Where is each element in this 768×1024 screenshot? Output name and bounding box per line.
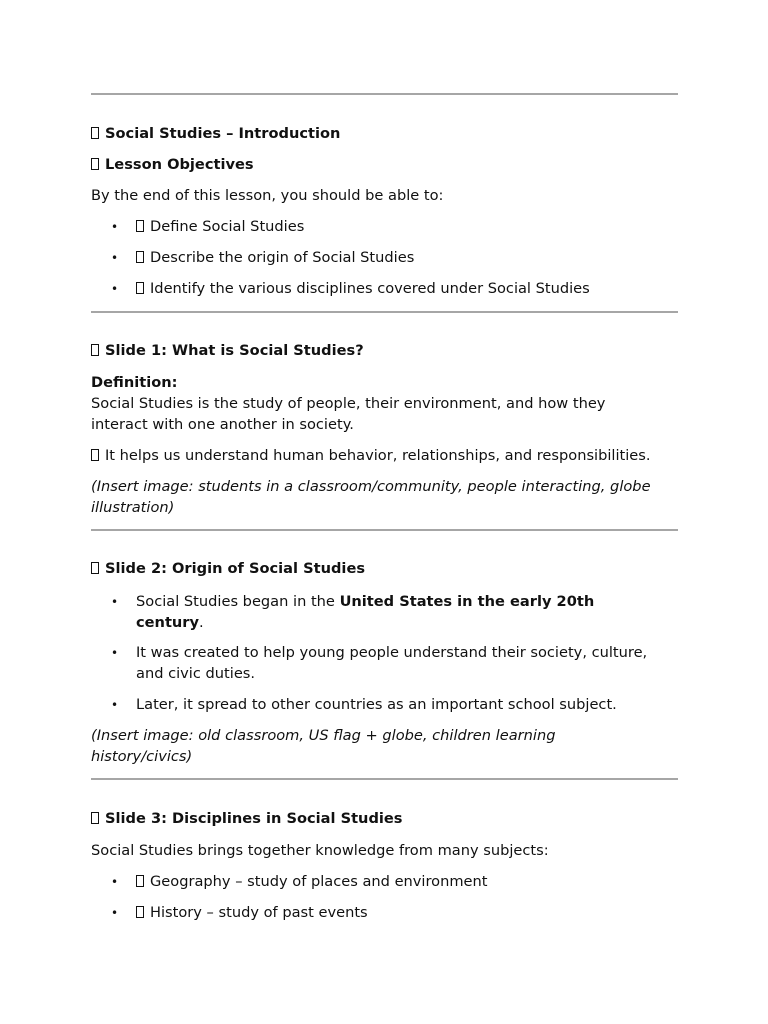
bullet: • <box>111 698 119 712</box>
list-item-continued: and civic duties. <box>136 665 256 682</box>
bullet: • <box>111 646 119 660</box>
missing-glyph-icon <box>91 158 99 170</box>
image-placeholder-note: (Insert image: old classroom, US flag + globe, children learning <box>91 727 556 744</box>
missing-glyph-icon <box>136 220 144 232</box>
image-placeholder-note: (Insert image: students in a classroom/community, people interacting, globe <box>91 478 651 495</box>
slide1-note: It helps us understand human behavior, relationships, and responsibilities. <box>91 445 651 466</box>
image-placeholder-note: illustration) <box>91 499 175 516</box>
missing-glyph-icon <box>136 906 144 918</box>
objectives-heading: Lesson Objectives <box>91 154 254 175</box>
bullet: • <box>111 906 119 920</box>
bullet: • <box>111 595 119 609</box>
objectives-intro: By the end of this lesson, you should be able to: <box>91 187 444 204</box>
slide3-heading: Slide 3: Disciplines in Social Studies <box>91 808 402 829</box>
bullet: • <box>111 220 119 234</box>
slide2-heading: Slide 2: Origin of Social Studies <box>91 558 365 579</box>
missing-glyph-icon <box>91 344 99 356</box>
missing-glyph-icon <box>91 812 99 824</box>
definition-text: Social Studies is the study of people, their environment, and how they <box>91 395 606 412</box>
bullet: • <box>111 282 119 296</box>
list-item-continued: century. <box>136 614 204 631</box>
missing-glyph-icon <box>91 562 99 574</box>
divider <box>91 778 678 780</box>
missing-glyph-icon <box>136 251 144 263</box>
bullet: • <box>111 875 119 889</box>
missing-glyph-icon <box>136 282 144 294</box>
list-item: Later, it spread to other countries as an important school subject. <box>136 696 617 713</box>
divider <box>91 311 678 313</box>
list-item: Social Studies began in the United States in the early 20th <box>136 593 595 610</box>
page-title: Social Studies – Introduction <box>91 123 340 144</box>
list-item: It was created to help young people understand their society, culture, <box>136 644 648 661</box>
list-item: Identify the various disciplines covered under Social Studies <box>136 278 590 299</box>
slide1-heading: Slide 1: What is Social Studies? <box>91 340 364 361</box>
image-placeholder-note: history/civics) <box>91 748 193 765</box>
slide3-intro: Social Studies brings together knowledge from many subjects: <box>91 842 549 859</box>
list-item: Geography – study of places and environment <box>136 871 488 892</box>
list-item: History – study of past events <box>136 902 368 923</box>
list-item: Define Social Studies <box>136 216 304 237</box>
missing-glyph-icon <box>91 449 99 461</box>
definition-label: Definition: <box>91 374 178 391</box>
missing-glyph-icon <box>91 127 99 139</box>
list-item: Describe the origin of Social Studies <box>136 247 414 268</box>
divider <box>91 93 678 95</box>
divider <box>91 529 678 531</box>
definition-text: interact with one another in society. <box>91 416 354 433</box>
bullet: • <box>111 251 119 265</box>
missing-glyph-icon <box>136 875 144 887</box>
